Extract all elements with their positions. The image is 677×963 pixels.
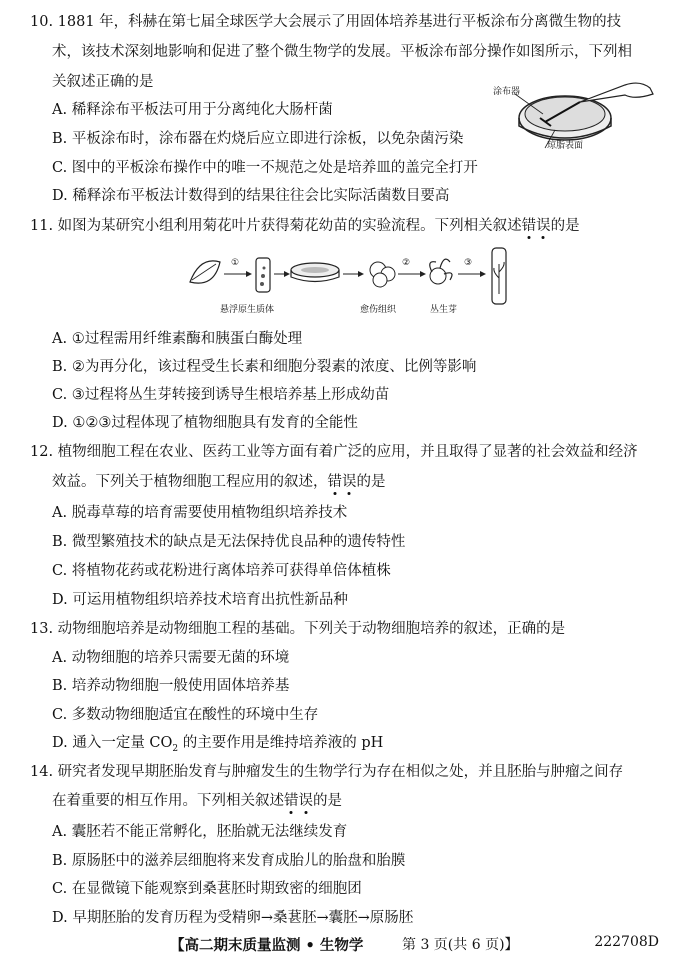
label-buds: 丛生芽 [430,305,458,315]
q10-option-d: D. 稀释涂布平板法计数得到的结果往往会比实际活菌数目要高 [52,188,450,204]
q14-stem-line1: 14. 研究者发现早期胚胎发育与肿瘤发生的生物学行为存在相似之处，并且胚胎与肿瘤之间存 [30,764,624,780]
q14-emphasis-char-2: 误 [298,793,313,809]
footer-page-number: 第 3 页(共 6 页)】 [402,937,519,953]
q14-option-b: B. 原肠胚中的滋养层细胞将来发育成胎儿的胎盘和胎膜 [52,853,406,869]
label-protoplast: 悬浮原生质体 [220,305,275,315]
q12-option-b: B. 微型繁殖技术的缺点是无法保持优良品种的遗传特性 [52,534,406,550]
q12-stem-tail: 的是 [356,474,386,490]
q13-stem: 13. 动物细胞培养是动物细胞工程的基础。下列关于动物细胞培养的叙述，正确的是 [30,621,566,637]
q12-stem-line1: 12. 植物细胞工程在农业、医药工业等方面有着广泛的应用，并且取得了显著的社会效益和经济 [30,444,638,460]
q14-stem-line2 [52,789,342,810]
q14-option-c: C. 在显微镜下能观察到桑葚胚时期致密的细胞团 [52,881,362,897]
q14-stem-text: 在着重要的相互作用。下列相关叙述 [52,793,284,809]
q12-stem-line2 [52,470,386,491]
label-agar-surface: 琼脂表面 [547,141,584,151]
q10-stem-line1: 10. 1881 年，科赫在第七届全球医学大会展示了用固体培养基进行平板涂布分离微生物的技 [30,14,622,30]
q10-option-c: C. 图中的平板涂布操作中的唯一不规范之处是培养皿的盖完全打开 [52,160,478,176]
q11-option-b: B. ②为再分化，该过程受生长素和细胞分裂素的浓度、比例等影响 [52,359,477,375]
q13-option-c: C. 多数动物细胞适宜在酸性的环境中生存 [52,707,319,723]
q11-stem [30,214,580,235]
step-1-marker: ① [231,258,240,268]
q12-option-d: D. 可运用植物组织培养技术培育出抗性新品种 [52,592,348,608]
q10-option-b: B. 平板涂布时，涂布器在灼烧后应立即进行涂板，以免杂菌污染 [52,131,464,147]
q12-emphasis-char-2: 误 [342,474,357,490]
page-footer [0,934,677,954]
q12-stem-text: 效益。下列关于植物细胞工程应用的叙述， [52,474,328,490]
q12-emphasis-char-1: 错 [327,474,342,490]
co2-subscript: 2 [172,743,179,754]
footer-exam-title: 【高二期末质量监测 • 生物学 [170,937,364,954]
q14-stem-tail: 的是 [313,793,342,809]
q11-option-d: D. ①②③过程体现了植物细胞具有发育的全能性 [52,415,358,431]
label-spreader: 涂布器 [493,87,521,97]
step-3-marker: ③ [464,258,473,268]
q10-stem-line2: 术，该技术深刻地影响和促进了整个微生物学的发展。平板涂布部分操作如图所示，下列相 [52,44,632,60]
label-callus: 愈伤组织 [360,305,397,315]
q10-stem-line3: 关叙述正确的是 [52,74,154,90]
q13-option-d [52,731,383,754]
q10-spreading-figure [485,80,665,150]
q10-option-a: A. 稀释涂布平板法可用于分离纯化大肠杆菌 [52,102,333,118]
q14-option-d: D. 早期胚胎的发育历程为受精卵→桑葚胚→囊胚→原肠胚 [52,910,414,926]
footer-code: 222708D [594,934,659,950]
q13-option-d-tail: 的主要作用是维持培养液的 pH [178,735,384,751]
q11-emphasis-char-2: 误 [536,218,551,234]
q13-option-b: B. 培养动物细胞一般使用固体培养基 [52,678,290,694]
step-2-marker: ② [402,258,411,268]
q14-option-a: A. 囊胚若不能正常孵化，胚胎就无法继续发育 [52,824,348,840]
q14-emphasis-char-1: 错 [284,793,299,809]
q11-flow-figure [180,244,520,316]
q11-stem-text: 11. 如图为某研究小组利用菊花叶片获得菊花幼苗的实验流程。下列相关叙述 [30,218,522,234]
q11-option-c: C. ③过程将丛生芽转接到诱导生根培养基上形成幼苗 [52,387,390,403]
q13-option-d-text: D. 通入一定量 CO [52,735,173,751]
q11-stem-tail: 的是 [550,218,580,234]
q11-emphasis-char-1: 错 [521,218,537,234]
q11-option-a: A. ①过程需用纤维素酶和胰蛋白酶处理 [52,331,303,347]
q13-option-a: A. 动物细胞的培养只需要无菌的环境 [52,650,290,666]
q12-option-c: C. 将植物花药或花粉进行离体培养可获得单倍体植株 [52,563,391,579]
q12-option-a: A. 脱毒草莓的培育需要使用植物组织培养技术 [52,505,348,521]
